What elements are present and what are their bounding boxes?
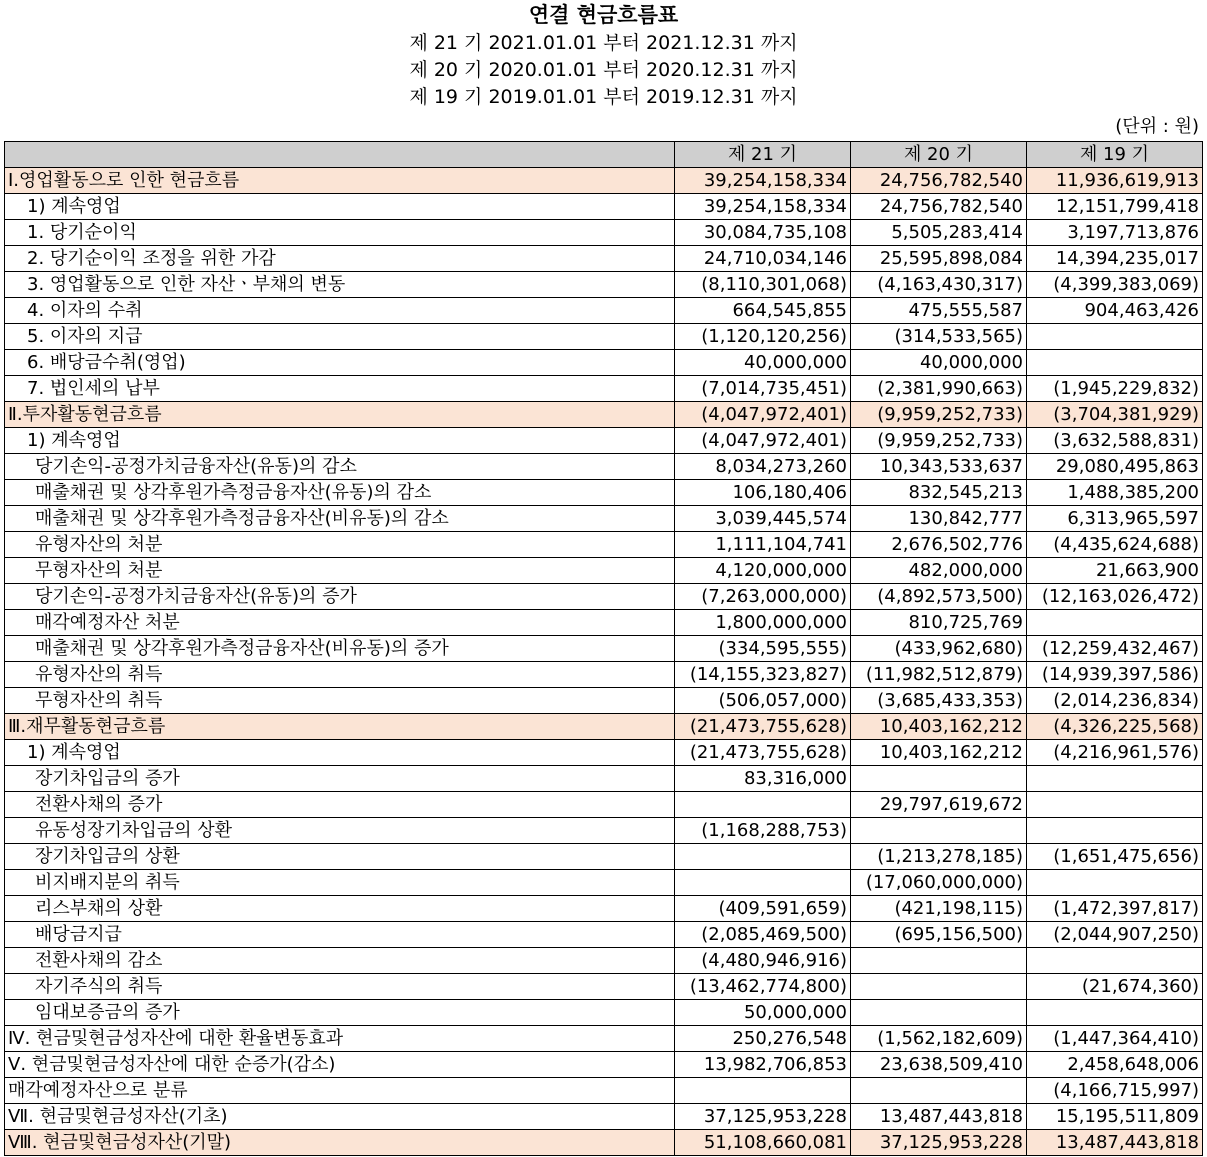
amount-21: (21,473,755,628) bbox=[675, 714, 851, 740]
amount-20 bbox=[851, 948, 1027, 974]
amount-20: (2,381,990,663) bbox=[851, 376, 1027, 402]
row-label: 전환사채의 감소 bbox=[5, 948, 675, 974]
table-row bbox=[5, 818, 1203, 844]
amount-21: 4,120,000,000 bbox=[675, 558, 851, 584]
amount-19: (1,945,229,832) bbox=[1027, 376, 1203, 402]
amount-19 bbox=[1027, 324, 1203, 350]
table-row bbox=[5, 1000, 1203, 1026]
amount-21: 664,545,855 bbox=[675, 298, 851, 324]
amount-19: 29,080,495,863 bbox=[1027, 454, 1203, 480]
amount-20 bbox=[851, 766, 1027, 792]
amount-20: 130,842,777 bbox=[851, 506, 1027, 532]
amount-21: (1,120,120,256) bbox=[675, 324, 851, 350]
amount-20: (433,962,680) bbox=[851, 636, 1027, 662]
amount-20: 24,756,782,540 bbox=[851, 194, 1027, 220]
row-label: 임대보증금의 증가 bbox=[5, 1000, 675, 1026]
amount-21: 106,180,406 bbox=[675, 480, 851, 506]
amount-21: 51,108,660,081 bbox=[675, 1130, 851, 1156]
amount-19: (1,472,397,817) bbox=[1027, 896, 1203, 922]
row-label: Ⅴ. 현금및현금성자산에 대한 순증가(감소) bbox=[5, 1052, 675, 1078]
row-label: 6. 배당금수취(영업) bbox=[5, 350, 675, 376]
table-row bbox=[5, 558, 1203, 584]
row-label: Ⅷ. 현금및현금성자산(기말) bbox=[5, 1130, 675, 1156]
row-label: 매출채권 및 상각후원가측정금융자산(비유동)의 증가 bbox=[5, 636, 675, 662]
amount-21: (334,595,555) bbox=[675, 636, 851, 662]
amount-19: 11,936,619,913 bbox=[1027, 168, 1203, 194]
amount-19: (21,674,360) bbox=[1027, 974, 1203, 1000]
row-label: 자기주식의 취득 bbox=[5, 974, 675, 1000]
amount-19: (3,704,381,929) bbox=[1027, 402, 1203, 428]
amount-19: (2,014,236,834) bbox=[1027, 688, 1203, 714]
row-label: Ⅱ.투자활동현금흐름 bbox=[5, 402, 675, 428]
amount-19: (4,399,383,069) bbox=[1027, 272, 1203, 298]
amount-21: (7,014,735,451) bbox=[675, 376, 851, 402]
amount-21: 39,254,158,334 bbox=[675, 168, 851, 194]
row-label: 장기차입금의 증가 bbox=[5, 766, 675, 792]
amount-21: (8,110,301,068) bbox=[675, 272, 851, 298]
column-header-19: 제 19 기 bbox=[1027, 142, 1203, 168]
amount-19 bbox=[1027, 818, 1203, 844]
unit-label: (단위 : 원) bbox=[1115, 116, 1199, 137]
table-row bbox=[5, 844, 1203, 870]
table-row bbox=[5, 506, 1203, 532]
amount-21: 24,710,034,146 bbox=[675, 246, 851, 272]
table-row bbox=[5, 1026, 1203, 1052]
amount-20: (421,198,115) bbox=[851, 896, 1027, 922]
cash-flow-table bbox=[4, 141, 1203, 1156]
amount-20: (4,892,573,500) bbox=[851, 584, 1027, 610]
row-label: 무형자산의 취득 bbox=[5, 688, 675, 714]
amount-19: (4,216,961,576) bbox=[1027, 740, 1203, 766]
table-row bbox=[5, 662, 1203, 688]
amount-20: (314,533,565) bbox=[851, 324, 1027, 350]
row-label: 1) 계속영업 bbox=[5, 740, 675, 766]
row-label: 1. 당기순이익 bbox=[5, 220, 675, 246]
amount-21: (1,168,288,753) bbox=[675, 818, 851, 844]
amount-21: 250,276,548 bbox=[675, 1026, 851, 1052]
amount-20: 5,505,283,414 bbox=[851, 220, 1027, 246]
amount-21: 40,000,000 bbox=[675, 350, 851, 376]
amount-20: (9,959,252,733) bbox=[851, 402, 1027, 428]
table-row bbox=[5, 272, 1203, 298]
amount-19: 21,663,900 bbox=[1027, 558, 1203, 584]
amount-20: (11,982,512,879) bbox=[851, 662, 1027, 688]
amount-21: 3,039,445,574 bbox=[675, 506, 851, 532]
amount-21 bbox=[675, 792, 851, 818]
amount-20: 810,725,769 bbox=[851, 610, 1027, 636]
amount-21 bbox=[675, 870, 851, 896]
row-label: Ⅶ. 현금및현금성자산(기초) bbox=[5, 1104, 675, 1130]
column-header-20: 제 20 기 bbox=[851, 142, 1027, 168]
row-label: 리스부채의 상환 bbox=[5, 896, 675, 922]
row-label: 7. 법인세의 납부 bbox=[5, 376, 675, 402]
amount-19: 3,197,713,876 bbox=[1027, 220, 1203, 246]
amount-20 bbox=[851, 1078, 1027, 1104]
row-label: 매출채권 및 상각후원가측정금융자산(유동)의 감소 bbox=[5, 480, 675, 506]
table-body bbox=[5, 168, 1203, 1156]
amount-21: 83,316,000 bbox=[675, 766, 851, 792]
row-label: 배당금지급 bbox=[5, 922, 675, 948]
amount-19: 12,151,799,418 bbox=[1027, 194, 1203, 220]
amount-21: (4,480,946,916) bbox=[675, 948, 851, 974]
row-label: 매각예정자산 처분 bbox=[5, 610, 675, 636]
amount-19: (12,163,026,472) bbox=[1027, 584, 1203, 610]
amount-19: (4,435,624,688) bbox=[1027, 532, 1203, 558]
row-label: 유형자산의 취득 bbox=[5, 662, 675, 688]
amount-21: (4,047,972,401) bbox=[675, 428, 851, 454]
table-row bbox=[5, 792, 1203, 818]
amount-20: 832,545,213 bbox=[851, 480, 1027, 506]
amount-21: 37,125,953,228 bbox=[675, 1104, 851, 1130]
amount-21: (4,047,972,401) bbox=[675, 402, 851, 428]
amount-20: (1,213,278,185) bbox=[851, 844, 1027, 870]
table-row bbox=[5, 194, 1203, 220]
amount-21: (409,591,659) bbox=[675, 896, 851, 922]
amount-21: (21,473,755,628) bbox=[675, 740, 851, 766]
row-label: 4. 이자의 수취 bbox=[5, 298, 675, 324]
amount-20: 40,000,000 bbox=[851, 350, 1027, 376]
table-row bbox=[5, 350, 1203, 376]
row-label: Ⅳ. 현금및현금성자산에 대한 환율변동효과 bbox=[5, 1026, 675, 1052]
amount-19: (4,326,225,568) bbox=[1027, 714, 1203, 740]
amount-21: (7,263,000,000) bbox=[675, 584, 851, 610]
amount-19 bbox=[1027, 766, 1203, 792]
amount-21: 50,000,000 bbox=[675, 1000, 851, 1026]
amount-21: 1,111,104,741 bbox=[675, 532, 851, 558]
table-row bbox=[5, 246, 1203, 272]
amount-19: 6,313,965,597 bbox=[1027, 506, 1203, 532]
table-row bbox=[5, 688, 1203, 714]
amount-20: (3,685,433,353) bbox=[851, 688, 1027, 714]
amount-20: 10,343,533,637 bbox=[851, 454, 1027, 480]
row-label: 3. 영업활동으로 인한 자산ㆍ부채의 변동 bbox=[5, 272, 675, 298]
amount-20: 2,676,502,776 bbox=[851, 532, 1027, 558]
amount-19: (14,939,397,586) bbox=[1027, 662, 1203, 688]
row-label: 유동성장기차입금의 상환 bbox=[5, 818, 675, 844]
table-row bbox=[5, 220, 1203, 246]
section-row bbox=[5, 402, 1203, 428]
amount-20: (4,163,430,317) bbox=[851, 272, 1027, 298]
row-label: 비지배지분의 취득 bbox=[5, 870, 675, 896]
amount-19: (12,259,432,467) bbox=[1027, 636, 1203, 662]
row-label: 당기손익-공정가치금융자산(유동)의 감소 bbox=[5, 454, 675, 480]
row-label: 1) 계속영업 bbox=[5, 428, 675, 454]
amount-21: 8,034,273,260 bbox=[675, 454, 851, 480]
period-21: 제 21 기 2021.01.01 부터 2021.12.31 까지 bbox=[409, 32, 798, 54]
table-row bbox=[5, 610, 1203, 636]
amount-19: 14,394,235,017 bbox=[1027, 246, 1203, 272]
amount-19: (2,044,907,250) bbox=[1027, 922, 1203, 948]
amount-20 bbox=[851, 818, 1027, 844]
header-row bbox=[5, 142, 1203, 168]
amount-21: 1,800,000,000 bbox=[675, 610, 851, 636]
amount-20: (695,156,500) bbox=[851, 922, 1027, 948]
amount-21: (2,085,469,500) bbox=[675, 922, 851, 948]
amount-21: 39,254,158,334 bbox=[675, 194, 851, 220]
amount-21 bbox=[675, 844, 851, 870]
amount-19 bbox=[1027, 870, 1203, 896]
row-label: Ⅲ.재무활동현금흐름 bbox=[5, 714, 675, 740]
period-20: 제 20 기 2020.01.01 부터 2020.12.31 까지 bbox=[409, 59, 798, 81]
row-label: 유형자산의 처분 bbox=[5, 532, 675, 558]
amount-19: (1,651,475,656) bbox=[1027, 844, 1203, 870]
table-row bbox=[5, 1104, 1203, 1130]
table-row bbox=[5, 974, 1203, 1000]
amount-19: (1,447,364,410) bbox=[1027, 1026, 1203, 1052]
table-row bbox=[5, 636, 1203, 662]
amount-20: 10,403,162,212 bbox=[851, 740, 1027, 766]
amount-19 bbox=[1027, 610, 1203, 636]
amount-19 bbox=[1027, 350, 1203, 376]
amount-20: (9,959,252,733) bbox=[851, 428, 1027, 454]
table-row bbox=[5, 1078, 1203, 1104]
amount-20 bbox=[851, 1000, 1027, 1026]
amount-20: 37,125,953,228 bbox=[851, 1130, 1027, 1156]
amount-20: 23,638,509,410 bbox=[851, 1052, 1027, 1078]
column-header-item bbox=[5, 142, 675, 168]
table-row bbox=[5, 454, 1203, 480]
amount-21 bbox=[675, 1078, 851, 1104]
table-row bbox=[5, 740, 1203, 766]
amount-20: (1,562,182,609) bbox=[851, 1026, 1027, 1052]
amount-20: 475,555,587 bbox=[851, 298, 1027, 324]
amount-21: 30,084,735,108 bbox=[675, 220, 851, 246]
table-row bbox=[5, 948, 1203, 974]
table-row bbox=[5, 896, 1203, 922]
row-label: 매출채권 및 상각후원가측정금융자산(비유동)의 감소 bbox=[5, 506, 675, 532]
amount-20: 10,403,162,212 bbox=[851, 714, 1027, 740]
amount-20: 482,000,000 bbox=[851, 558, 1027, 584]
amount-19: 904,463,426 bbox=[1027, 298, 1203, 324]
amount-19: 1,488,385,200 bbox=[1027, 480, 1203, 506]
row-label: Ⅰ.영업활동으로 인한 현금흐름 bbox=[5, 168, 675, 194]
amount-20: 13,487,443,818 bbox=[851, 1104, 1027, 1130]
table-row bbox=[5, 298, 1203, 324]
amount-21: (14,155,323,827) bbox=[675, 662, 851, 688]
row-label: 전환사채의 증가 bbox=[5, 792, 675, 818]
amount-20: 24,756,782,540 bbox=[851, 168, 1027, 194]
table-row bbox=[5, 584, 1203, 610]
amount-19 bbox=[1027, 948, 1203, 974]
table-row bbox=[5, 324, 1203, 350]
amount-20: 25,595,898,084 bbox=[851, 246, 1027, 272]
amount-19: 15,195,511,809 bbox=[1027, 1104, 1203, 1130]
amount-21: (13,462,774,800) bbox=[675, 974, 851, 1000]
statement-title: 연결 현금흐름표 bbox=[528, 3, 679, 27]
amount-19 bbox=[1027, 792, 1203, 818]
table-row bbox=[5, 532, 1203, 558]
amount-21: 13,982,706,853 bbox=[675, 1052, 851, 1078]
table-row bbox=[5, 766, 1203, 792]
table-row bbox=[5, 922, 1203, 948]
amount-19: (3,632,588,831) bbox=[1027, 428, 1203, 454]
amount-19 bbox=[1027, 1000, 1203, 1026]
row-label: 무형자산의 처분 bbox=[5, 558, 675, 584]
table-row bbox=[5, 480, 1203, 506]
row-label: 1) 계속영업 bbox=[5, 194, 675, 220]
table-row bbox=[5, 870, 1203, 896]
amount-20: (17,060,000,000) bbox=[851, 870, 1027, 896]
period-19: 제 19 기 2019.01.01 부터 2019.12.31 까지 bbox=[409, 86, 798, 108]
amount-20 bbox=[851, 974, 1027, 1000]
amount-19: 13,487,443,818 bbox=[1027, 1130, 1203, 1156]
row-label: 매각예정자산으로 분류 bbox=[5, 1078, 675, 1104]
section-row bbox=[5, 714, 1203, 740]
table-row bbox=[5, 376, 1203, 402]
row-label: 장기차입금의 상환 bbox=[5, 844, 675, 870]
amount-19: 2,458,648,006 bbox=[1027, 1052, 1203, 1078]
column-header-21: 제 21 기 bbox=[675, 142, 851, 168]
amount-20: 29,797,619,672 bbox=[851, 792, 1027, 818]
row-label: 5. 이자의 지급 bbox=[5, 324, 675, 350]
amount-21: (506,057,000) bbox=[675, 688, 851, 714]
section-row bbox=[5, 168, 1203, 194]
table-row bbox=[5, 428, 1203, 454]
row-label: 당기손익-공정가치금융자산(유동)의 증가 bbox=[5, 584, 675, 610]
amount-19: (4,166,715,997) bbox=[1027, 1078, 1203, 1104]
table-row bbox=[5, 1052, 1203, 1078]
section-row bbox=[5, 1130, 1203, 1156]
row-label: 2. 당기순이익 조정을 위한 가감 bbox=[5, 246, 675, 272]
